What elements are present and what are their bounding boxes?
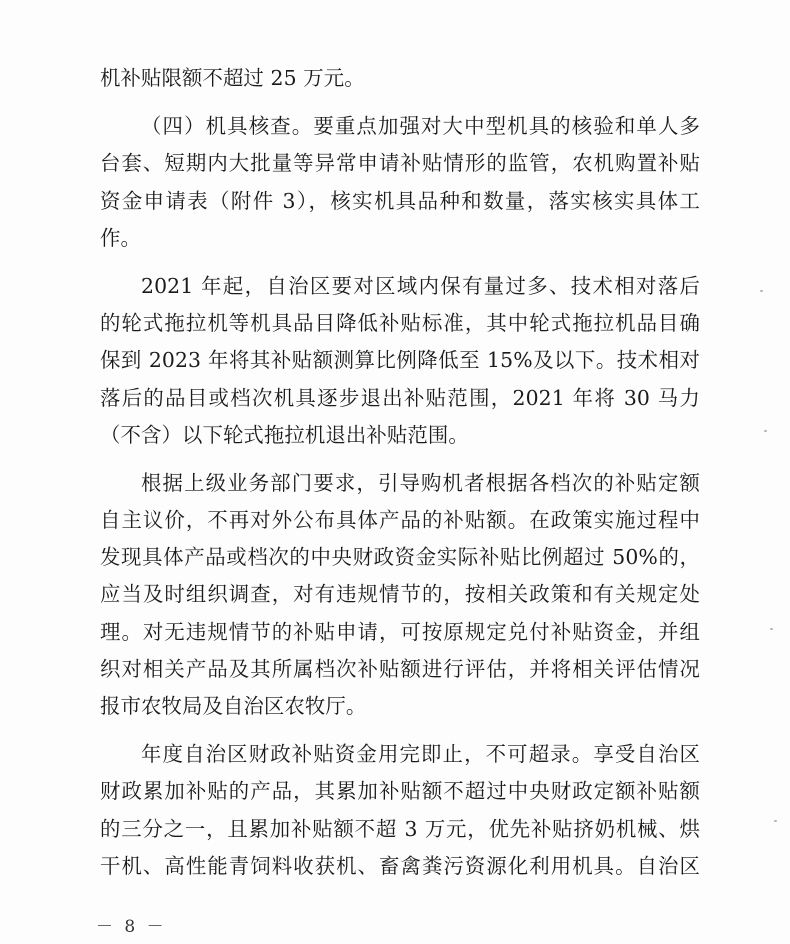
text-line: 资金申请表（附件 3），核实机具品种和数量，落实核实具体工 (100, 188, 700, 213)
text-line: 的轮式拖拉机等机具品目降低补贴标准，其中轮式拖拉机品目确 (100, 311, 700, 336)
text-line: 机补贴限额不超过 25 万元。 (100, 66, 365, 90)
text-line: 自主议价，不再对外公布具体产品的补贴额。在政策实施过程中 (100, 508, 700, 533)
scan-speck (770, 628, 773, 630)
text-line: 干机、高性能青饲料收获机、畜禽粪污资源化利用机具。自治区 (100, 853, 700, 878)
page-number: － 8 － (96, 917, 167, 937)
scan-speck (764, 430, 767, 432)
text-line: （四）机具核查。要重点加强对大中型机具的核验和单人多 (141, 114, 700, 139)
text-line: 财政累加补贴的产品，其累加补贴额不超过中央财政定额补贴额 (100, 779, 700, 804)
text-line: 台套、短期内大批量等异常申请补贴情形的监管，农机购置补贴 (100, 151, 700, 176)
text-line: 报市农牧局及自治区农牧厅。 (100, 694, 367, 718)
text-line: 2021 年起，自治区要对区域内保有量过多、技术相对落后 (141, 273, 700, 298)
document-body (100, 60, 700, 885)
paragraph (100, 108, 700, 257)
text-line: 发现具体产品或档次的中央财政资金实际补贴比例超过 50%的， (100, 545, 700, 570)
text-line: （不含）以下轮式拖拉机退出补贴范围。 (100, 422, 469, 447)
text-line: 理。对无违规情节的补贴申请，可按原规定兑付补贴资金，并组 (100, 619, 700, 644)
text-line: 年度自治区财政补贴资金用完即止，不可超录。享受自治区 (141, 742, 700, 767)
text-line: 应当及时组织调查，对有违规情节的，按相关政策和有关规定处 (100, 582, 700, 607)
text-line: 落后的品目或档次机具逐步退出补贴范围，2021 年将 30 马力 (100, 385, 700, 410)
text-line: 的三分之一，且累加补贴额不超 3 万元，优先补贴挤奶机械、烘 (100, 816, 700, 841)
paragraph (100, 268, 700, 454)
scan-speck (774, 820, 777, 822)
paragraph (100, 465, 700, 725)
text-line: 织对相关产品及其所属档次补贴额进行评估，并将相关评估情况 (100, 656, 700, 681)
paragraph (100, 60, 700, 97)
text-line: 保到 2023 年将其补贴额测算比例降低至 15%及以下。技术相对 (100, 348, 700, 373)
scan-speck (760, 290, 763, 292)
paragraph (100, 736, 700, 885)
text-line: 作。 (100, 225, 141, 250)
text-line: 根据上级业务部门要求，引导购机者根据各档次的补贴定额 (141, 470, 700, 495)
